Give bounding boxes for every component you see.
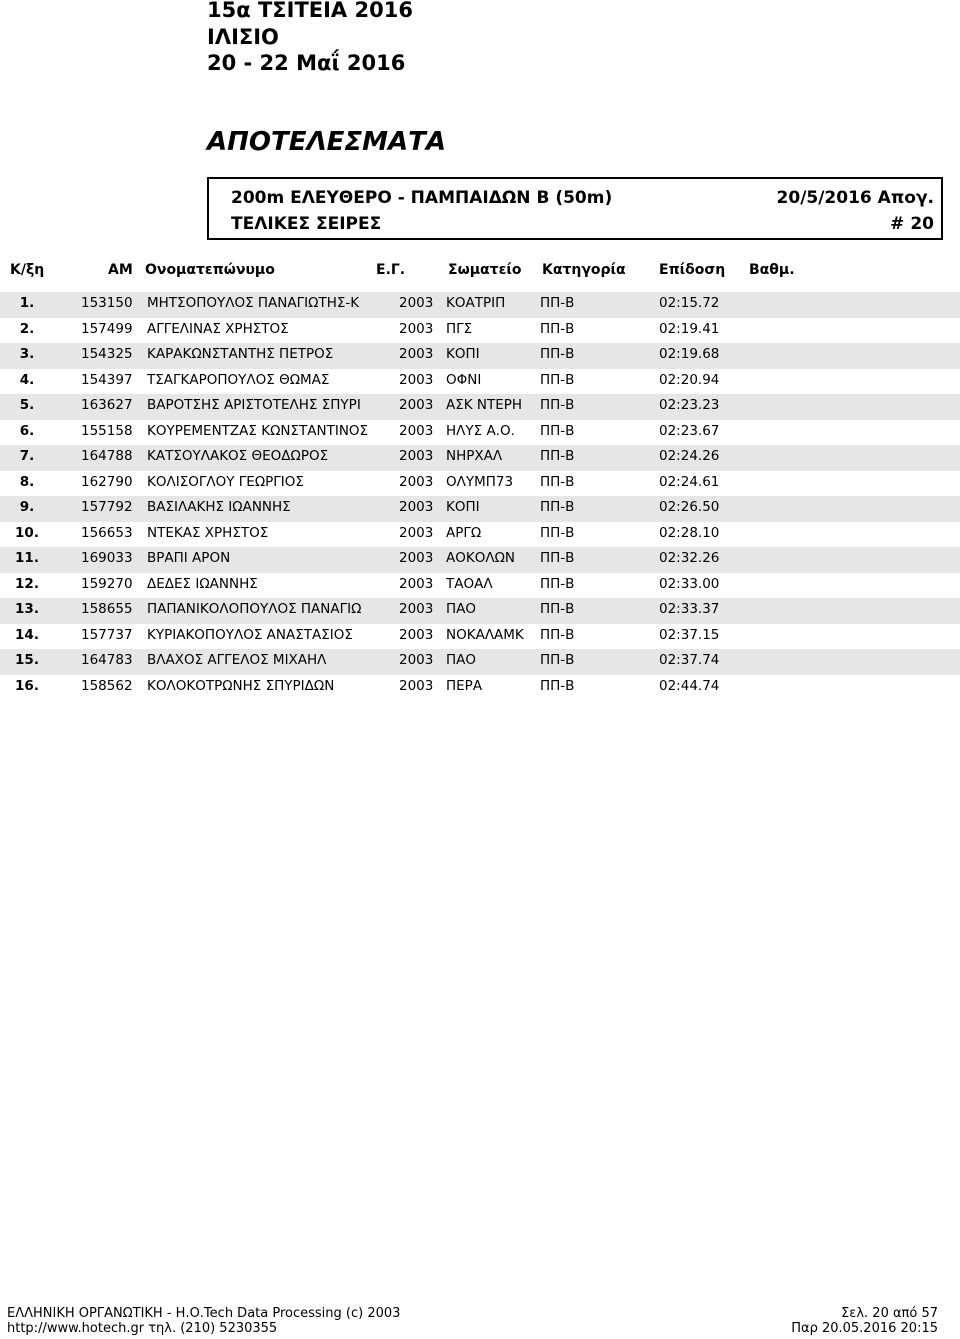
result-time: 02:26.50 [659,499,720,515]
result-name: ΚΟΛΟΚΟΤΡΩΝΗΣ ΣΠΥΡΙΔΩΝ [147,677,335,694]
result-year: 2003 [399,473,434,490]
result-time: 02:28.10 [659,524,720,541]
meet-venue: ΙΛΙΣΙΟ [207,25,279,49]
result-am: 163627 [81,397,133,413]
result-rank: 9. [19,499,35,515]
result-name: ΚΑΤΣΟΥΛΑΚΟΣ ΘΕΟΔΩΡΟΣ [147,448,329,464]
result-name: ΒΡΑΠΙ ΑΡΟΝ [147,550,231,566]
result-year: 2003 [399,601,434,617]
result-year: 2003 [399,295,434,311]
column-header-category: Κατηγορία [542,262,626,278]
table-row [0,343,960,369]
result-rank: 14. [15,626,39,643]
result-time: 02:19.41 [659,320,720,337]
result-rank: 6. [19,422,35,439]
result-club: ΠΑΟ [446,601,477,617]
result-rank: 10. [15,524,39,541]
table-row [0,598,960,624]
result-am: 157499 [81,320,133,337]
result-category: ΠΠ-Β [540,295,575,311]
footer-organization: ΕΛΛΗΝΙΚΗ ΟΡΓΑΝΩΤΙΚΗ - Η.Ο.Tech Data Processing (c) 2003 [7,1306,401,1321]
result-name: ΤΣΑΓΚΑΡΟΠΟΥΛΟΣ ΘΩΜΑΣ [147,371,330,388]
column-header-club: Σωματείο [448,262,522,278]
result-club: ΠΕΡΑ [446,677,483,694]
result-year: 2003 [399,320,434,337]
result-category: ΠΠ-Β [540,652,575,668]
result-year: 2003 [399,626,434,643]
result-time: 02:20.94 [659,371,720,388]
result-club: ΑΡΓΩ [446,524,482,541]
table-row [0,649,960,675]
result-time: 02:23.23 [659,397,720,413]
result-name: ΔΕΔΕΣ ΙΩΑΝΝΗΣ [147,575,258,592]
result-time: 02:33.00 [659,575,720,592]
result-club: ΠΓΣ [446,320,473,337]
column-headers [0,262,960,282]
result-category: ΠΠ-Β [540,397,575,413]
table-row [0,573,960,599]
result-am: 154325 [81,346,133,362]
table-row [0,522,960,548]
result-time: 02:32.26 [659,550,720,566]
result-club: ΑΟΚΟΛΩΝ [446,550,515,566]
result-rank: 4. [19,371,35,388]
result-category: ΠΠ-Β [540,524,575,541]
footer-website: http://www.hotech.gr τηλ. (210) 5230355 [7,1321,278,1336]
result-rank: 5. [19,397,35,413]
footer-printed-date: Παρ 20.05.2016 20:15 [791,1321,938,1336]
result-club: ΝΗΡΧΑΛ [446,448,503,464]
result-club: ΤΑΟΑΛ [446,575,493,592]
result-category: ΠΠ-Β [540,626,575,643]
result-year: 2003 [399,575,434,592]
result-am: 153150 [81,295,133,311]
result-rank: 3. [19,346,35,362]
table-row [0,369,960,395]
result-category: ΠΠ-Β [540,601,575,617]
meet-dates: 20 - 22 Μαΐ 2016 [207,51,406,75]
result-rank: 1. [19,295,35,311]
result-name: ΒΑΣΙΛΑΚΗΣ ΙΩΑΝΝΗΣ [147,499,291,515]
result-year: 2003 [399,346,434,362]
result-category: ΠΠ-Β [540,677,575,694]
footer-page-number: Σελ. 20 από 57 [841,1306,938,1321]
table-row [0,420,960,446]
table-row [0,292,960,318]
result-club: ΟΛΥΜΠ73 [446,473,514,490]
table-row [0,445,960,471]
result-category: ΠΠ-Β [540,575,575,592]
result-am: 154397 [81,371,133,388]
result-year: 2003 [399,652,434,668]
result-name: ΑΓΓΕΛΙΝΑΣ ΧΡΗΣΤΟΣ [147,320,289,337]
result-name: ΚΟΛΙΣΟΓΛΟΥ ΓΕΩΡΓΙΟΣ [147,473,304,490]
result-am: 162790 [81,473,133,490]
result-year: 2003 [399,448,434,464]
result-time: 02:24.61 [659,473,720,490]
result-category: ΠΠ-Β [540,499,575,515]
table-row [0,675,960,701]
result-time: 02:19.68 [659,346,720,362]
result-time: 02:23.67 [659,422,720,439]
table-row [0,624,960,650]
result-club: ΠΑΟ [446,652,477,668]
result-name: ΒΑΡΟΤΣΗΣ ΑΡΙΣΤΟΤΕΛΗΣ ΣΠΥΡΙ [147,397,361,413]
result-year: 2003 [399,499,434,515]
event-box [207,177,943,240]
event-number: # 20 [890,214,934,234]
event-date: 20/5/2016 Απογ. [776,188,934,208]
result-am: 157792 [81,499,133,515]
result-year: 2003 [399,422,434,439]
result-name: ΠΑΠΑΝΙΚΟΛΟΠΟΥΛΟΣ ΠΑΝΑΓΙΩ [147,601,362,617]
result-name: ΚΑΡΑΚΩΝΣΤΑΝΤΗΣ ΠΕΤΡΟΣ [147,346,334,362]
result-name: ΝΤΕΚΑΣ ΧΡΗΣΤΟΣ [147,524,269,541]
result-name: ΚΥΡΙΑΚΟΠΟΥΛΟΣ ΑΝΑΣΤΑΣΙΟΣ [147,626,353,643]
result-am: 156653 [81,524,133,541]
result-club: ΑΣΚ ΝΤΕΡΗ [446,397,523,413]
result-rank: 11. [15,550,39,566]
result-category: ΠΠ-Β [540,346,575,362]
result-category: ΠΠ-Β [540,422,575,439]
result-year: 2003 [399,397,434,413]
result-rank: 13. [15,601,39,617]
meet-title: 15α ΤΣΙΤΕΙΑ 2016 [207,0,413,22]
column-header-year: Ε.Γ. [376,262,406,278]
result-club: ΝΟΚΑΛΑΜΚ [446,626,524,643]
result-category: ΠΠ-Β [540,320,575,337]
result-rank: 8. [19,473,35,490]
column-header-am: ΑΜ [108,262,133,278]
result-am: 157737 [81,626,133,643]
result-am: 169033 [81,550,133,566]
result-rank: 2. [19,320,35,337]
result-club: ΟΦΝΙ [446,371,482,388]
result-time: 02:44.74 [659,677,720,694]
event-name: 200m ΕΛΕΥΘΕΡΟ - ΠΑΜΠΑΙΔΩΝ Β (50m) [231,188,613,208]
result-club: ΚΟΠΙ [446,499,480,515]
result-club: ΚΟΑΤΡΙΠ [446,295,506,311]
result-name: ΚΟΥΡΕΜΕΝΤΖΑΣ ΚΩΝΣΤΑΝΤΙΝΟΣ [147,422,369,439]
result-time: 02:37.74 [659,652,720,668]
table-row [0,394,960,420]
table-row [0,318,960,344]
column-header-points: Βαθμ. [749,262,795,278]
table-row [0,471,960,497]
column-header-rank: Κ/ξη [10,262,45,278]
result-am: 155158 [81,422,133,439]
result-am: 164783 [81,652,133,668]
result-name: ΒΛΑΧΟΣ ΑΓΓΕΛΟΣ ΜΙΧΑΗΛ [147,652,327,668]
result-rank: 15. [15,652,39,668]
result-club: ΗΛΥΣ Α.Ο. [446,422,515,439]
result-am: 158655 [81,601,133,617]
result-category: ΠΠ-Β [540,448,575,464]
column-header-time: Επίδοση [659,262,726,278]
result-name: ΜΗΤΣΟΠΟΥΛΟΣ ΠΑΝΑΓΙΩΤΗΣ-Κ [147,295,360,311]
result-time: 02:37.15 [659,626,720,643]
column-header-name: Ονοματεπώνυμο [145,262,275,278]
result-am: 159270 [81,575,133,592]
result-time: 02:15.72 [659,295,720,311]
result-category: ΠΠ-Β [540,473,575,490]
result-rank: 7. [19,448,35,464]
result-rank: 12. [15,575,39,592]
results-heading: ΑΠΟΤΕΛΕΣΜΑΤΑ [207,127,446,157]
result-category: ΠΠ-Β [540,550,575,566]
results-table [0,292,960,700]
result-club: ΚΟΠΙ [446,346,480,362]
result-year: 2003 [399,677,434,694]
table-row [0,496,960,522]
result-time: 02:33.37 [659,601,720,617]
table-row [0,547,960,573]
result-am: 164788 [81,448,133,464]
result-am: 158562 [81,677,133,694]
result-rank: 16. [15,677,39,694]
result-time: 02:24.26 [659,448,720,464]
result-year: 2003 [399,524,434,541]
result-year: 2003 [399,550,434,566]
result-category: ΠΠ-Β [540,371,575,388]
event-round: ΤΕΛΙΚΕΣ ΣΕΙΡΕΣ [231,214,382,234]
result-year: 2003 [399,371,434,388]
